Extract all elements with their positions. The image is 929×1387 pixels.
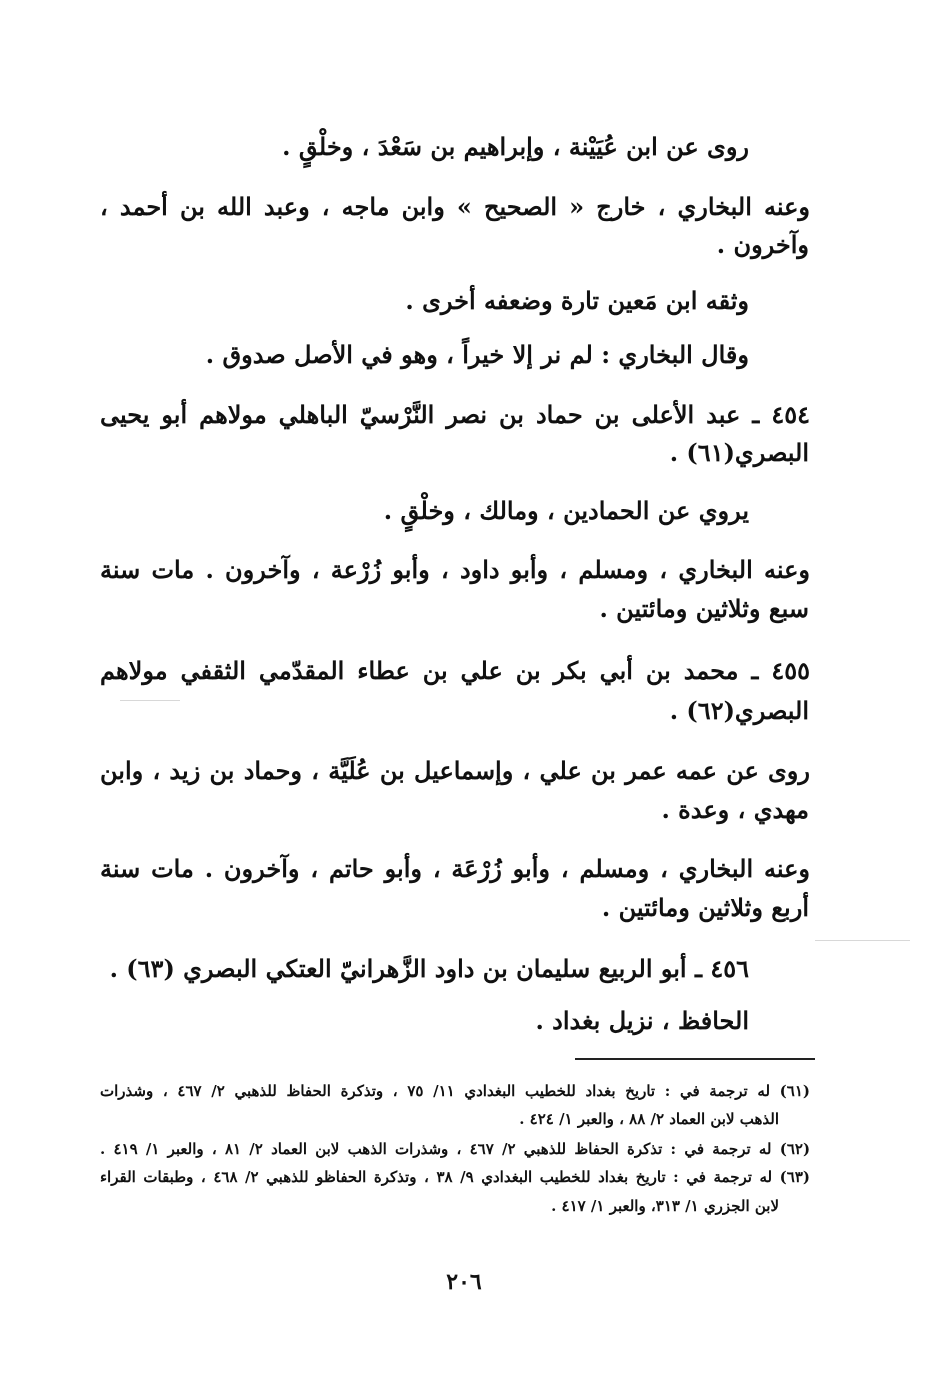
text-line-8: يروي عن الحمادين ، ومالك ، وخلْقٍ .	[383, 496, 749, 525]
text-line-5: وقال البخاري : لم نر إلا خيراً ، وهو في الأصل صدوق .	[205, 340, 749, 369]
entry-455-heading: ٤٥٥ ـ محمد بن أبي بكر بن علي بن عطاء المقدّمي الثقفي مولاهم	[100, 656, 810, 685]
text-line-16: أربع وثلاثين ومائتين .	[601, 893, 809, 922]
text-line-1: روى عن ابن عُيَيْنة ، وإبراهيم بن سَعْدَ ، وخلْقٍ .	[282, 132, 749, 161]
entry-454-heading: ٤٥٤ ـ عبد الأعلى بن حماد بن نصر النَّرْسيّ الباهلي مولاهم أبو يحيى	[100, 400, 810, 429]
footnote-separator	[575, 1058, 815, 1060]
text-line-10: سبع وثلاثين ومائتين .	[599, 594, 809, 623]
text-line-3: وآخرون .	[716, 230, 809, 259]
text-line-14: مهدي ، وعدة .	[661, 795, 809, 824]
text-line-2: وعنه البخاري ، خارج « الصحيح » وابن ماجه ، وعبد الله بن أحمد ،	[100, 192, 810, 221]
text-line-13: روى عن عمه عمر بن علي ، وإسماعيل بن عُلَيَّة ، وحماد بن زيد ، وابن	[100, 756, 810, 785]
footnote-62: (٦٢) له ترجمة في : تذكرة الحفاظ للذهبي ٢/ ٤٦٧ ، وشذرات الذهب لابن العماد ٢/ ٨١ ، والعبر ١/ ٤١٩ .	[100, 1140, 811, 1158]
entry-456-heading: ٤٥٦ ـ أبو الربيع سليمان بن داود الزَّهرانيّ العتكي البصري (٦٣) .	[109, 954, 749, 983]
footnote-61-line-1: (٦١) له ترجمة في : تاريخ بغداد للخطيب البغدادي ١١/ ٧٥ ، وتذكرة الحفاظ للذهبي ٢/ ٤٦٧ ، وشذرات	[100, 1082, 811, 1100]
text-line-9: وعنه البخاري ، ومسلم ، وأبو داود ، وأبو زُرْعة ، وآخرون . مات سنة	[100, 555, 810, 584]
text-line-4: وثقه ابن مَعين تارة وضعفه أخرى .	[405, 286, 749, 315]
footnote-63-line-2: لابن الجزري ١/ ٣١٣، والعبر ١/ ٤١٧ .	[551, 1197, 779, 1215]
text-line-12: البصري(٦٢) .	[669, 696, 809, 725]
scan-mark	[815, 940, 910, 941]
text-line-7: البصري(٦١) .	[669, 438, 809, 467]
scan-mark	[120, 700, 180, 701]
footnote-63-line-1: (٦٣) له ترجمة في : تاريخ بغداد للخطيب البغدادي ٩/ ٣٨ ، وتذكرة الحفاظو للذهبي ٢/ ٤٦٨ ، وطبقات القراء	[100, 1168, 811, 1186]
page-number: ٢٠٦	[446, 1269, 482, 1295]
text-line-15: وعنه البخاري ، ومسلم ، وأبو زُرْعَة ، وأبو حاتم ، وآخرون . مات سنة	[100, 854, 810, 883]
text-line-18: الحافظ ، نزيل بغداد .	[535, 1006, 749, 1035]
footnote-61-line-2: الذهب لابن العماد ٢/ ٨٨ ، والعبر ١/ ٤٢٤ .	[519, 1110, 779, 1128]
